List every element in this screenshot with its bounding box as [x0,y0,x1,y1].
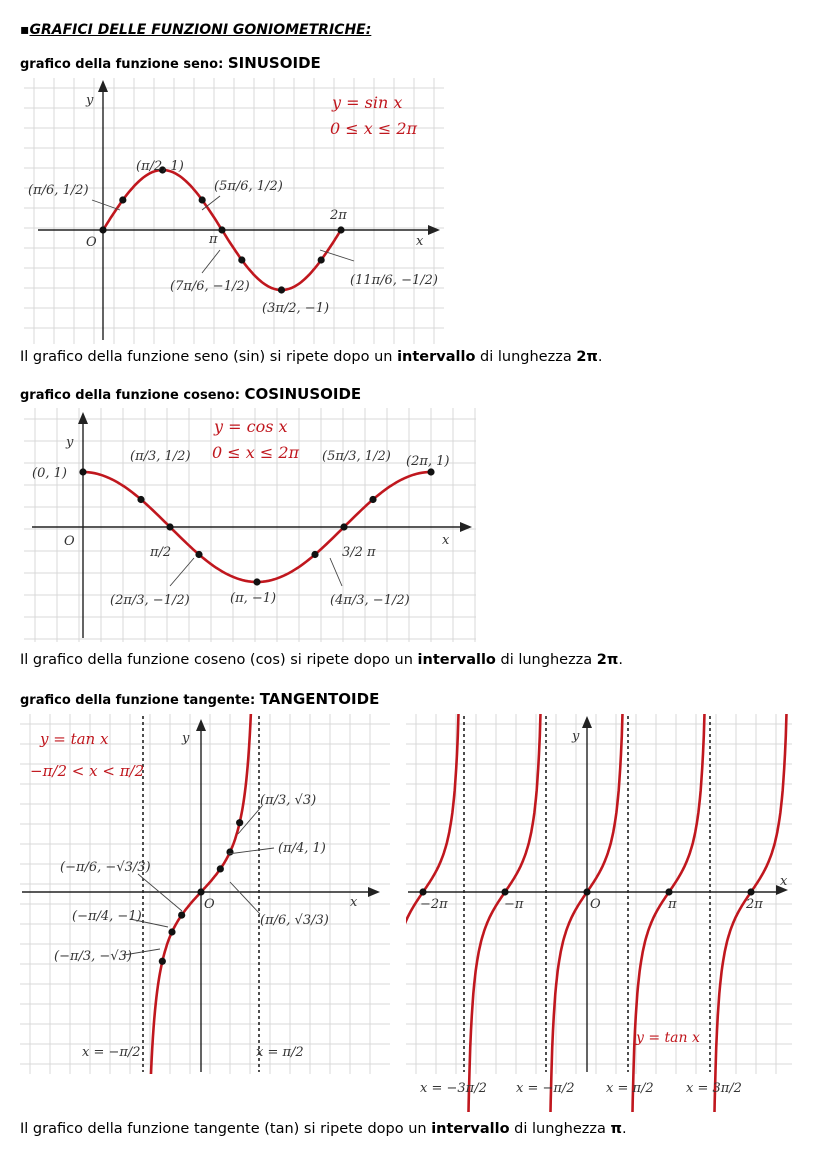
sine-chart [24,78,444,344]
tangent-periodic-asym-3: x = π/2 [606,1081,654,1096]
tangent-heading [20,690,379,708]
tangent-periodic-tick-1: −2π [420,897,448,912]
sine-origin: O [86,235,97,250]
cosine-dot [79,468,86,475]
tangent-note-text2: di lunghezza [509,1121,611,1137]
cosine-point-7: (4π/3, −1/2) [330,593,410,608]
tangent-point-6: (−π/3, −√3) [54,949,132,964]
tangent-dot [168,928,175,935]
tangent-periodic-tick-2: −π [504,897,524,912]
sine-dot [119,196,126,203]
cosine-note-end: . [618,652,623,668]
tangent-dot [159,958,166,965]
cosine-tick-half-pi: π/2 [150,545,172,560]
tangent-axis-x: x [350,895,358,910]
cosine-dot [311,551,318,558]
cosine-heading [20,385,361,403]
tangent-note-end: . [621,1121,627,1137]
tangent-periodic-dot [419,888,426,895]
tangent-origin: O [204,897,215,912]
tangent-point-1: (π/3, √3) [260,793,317,808]
tangent-dot [217,865,224,872]
sine-axis-x: x [416,234,424,249]
tangent-periodic-axis-x: x [780,874,788,889]
sine-note-end: . [597,349,603,365]
cosine-point-1: (0, 1) [32,466,67,481]
cosine-note-text2: di lunghezza [495,652,597,668]
tangent-dot [236,819,243,826]
tangent-periodic-chart [406,714,792,1112]
tangent-periodic-axis-y: y [572,729,580,744]
tangent-periodic-dot [583,888,590,895]
tangent-note-bold: intervallo [431,1121,510,1137]
cosine-origin: O [64,534,75,549]
title-text: GRAFICI DELLE FUNZIONI GONIOMETRICHE: [29,22,372,38]
tangent-periodic-asym-2: x = −π/2 [516,1081,575,1096]
sine-point-5: (3π/2, −1) [262,301,330,316]
sine-note-text2: di lunghezza [475,349,577,365]
tangent-point-2: (π/4, 1) [278,841,326,856]
cosine-dot [137,496,144,503]
title-bullet: ▪ [20,22,30,38]
tangent-periodic-dot [747,888,754,895]
sine-domain: 0 ≤ x ≤ 2π [330,119,418,138]
cosine-point-5: (2π/3, −1/2) [110,593,190,608]
sine-note [20,349,603,365]
tangent-note-text: Il grafico della funzione tangente (tan) si ripete dopo un [20,1121,432,1137]
cosine-axis-y: y [66,435,74,450]
tangent-periodic-asym-1: x = −3π/2 [420,1081,487,1096]
tangent-axis-y: y [182,731,190,746]
cosine-equation: y = cos x [214,417,288,436]
sine-point-4: (7π/6, −1/2) [170,279,250,294]
tangent-periodic-tick-3: π [668,897,677,912]
cosine-dot [166,523,173,530]
cosine-point-6: (π, −1) [230,591,277,606]
sine-point-6: (11π/6, −1/2) [350,273,438,288]
tangent-dot [226,848,233,855]
cosine-note-bold: intervallo [417,652,496,668]
tangent-domain: −π/2 < x < π/2 [30,762,145,780]
sine-dot [318,256,325,263]
tangent-heading-text: grafico della funzione tangente: [20,693,256,708]
cosine-point-3: (5π/3, 1/2) [322,449,391,464]
sine-dot [218,226,225,233]
sine-heading-name: SINUSOIDE [227,54,321,72]
sine-heading-text: grafico della funzione seno: [20,57,224,72]
cosine-tick-three-half-pi: 3/2 π [342,545,376,560]
tangent-periodic-origin: O [590,897,601,912]
cosine-axis-x: x [442,533,450,548]
sine-note-text: Il grafico della funzione seno (sin) si ripete dopo un [20,349,398,365]
tangent-heading-name: TANGENTOIDE [259,690,380,708]
sine-axis-y: y [86,93,94,108]
sine-dot [99,226,106,233]
cosine-heading-text: grafico della funzione coseno: [20,388,240,403]
sine-equation: y = sin x [332,93,403,112]
tangent-dot [178,911,185,918]
sine-tick-pi: π [209,232,218,247]
tangent-periodic-dot [665,888,672,895]
tangent-chart [20,714,390,1074]
sine-point-3: (5π/6, 1/2) [214,179,283,194]
tangent-periodic-label: y = tan x [636,1030,700,1046]
tangent-note-value: π [610,1121,622,1137]
cosine-chart [24,408,476,642]
tangent-point-3: (π/6, √3/3) [260,913,329,928]
sine-dot [337,226,344,233]
sine-dot [278,286,285,293]
tangent-point-4: (−π/6, −√3/3) [60,860,151,875]
tangent-asymptote-right: x = π/2 [256,1045,304,1060]
cosine-dot [195,551,202,558]
tangent-equation: y = tan x [40,730,109,748]
tangent-periodic-tick-4: 2π [746,897,763,912]
cosine-dot [427,468,434,475]
sine-tick-2pi: 2π [330,208,347,223]
tangent-note [20,1121,627,1137]
cosine-note-text: Il grafico della funzione coseno (cos) si ripete dopo un [20,652,418,668]
cosine-note [20,652,623,668]
sine-dot [238,256,245,263]
sine-dot [199,196,206,203]
tangent-point-5: (−π/4, −1) [72,909,142,924]
cosine-point-4: (2π, 1) [406,454,450,469]
cosine-note-value: 2π [596,652,619,668]
sine-heading [20,54,321,72]
tangent-asymptote-left: x = −π/2 [82,1045,141,1060]
cosine-domain: 0 ≤ x ≤ 2π [212,443,300,462]
tangent-dot [197,888,204,895]
cosine-dot [253,578,260,585]
sine-note-value: 2π [576,349,598,365]
sine-point-1: (π/6, 1/2) [28,183,89,198]
sine-note-bold: intervallo [397,349,476,365]
cosine-point-2: (π/3, 1/2) [130,449,191,464]
tangent-periodic-dot [501,888,508,895]
page-title [20,22,371,38]
cosine-dot [340,523,347,530]
tangent-periodic-asym-4: x = 3π/2 [686,1081,742,1096]
cosine-heading-name: COSINUSOIDE [244,385,362,403]
cosine-dot [369,496,376,503]
sine-point-2: (π/2, 1) [136,159,184,174]
